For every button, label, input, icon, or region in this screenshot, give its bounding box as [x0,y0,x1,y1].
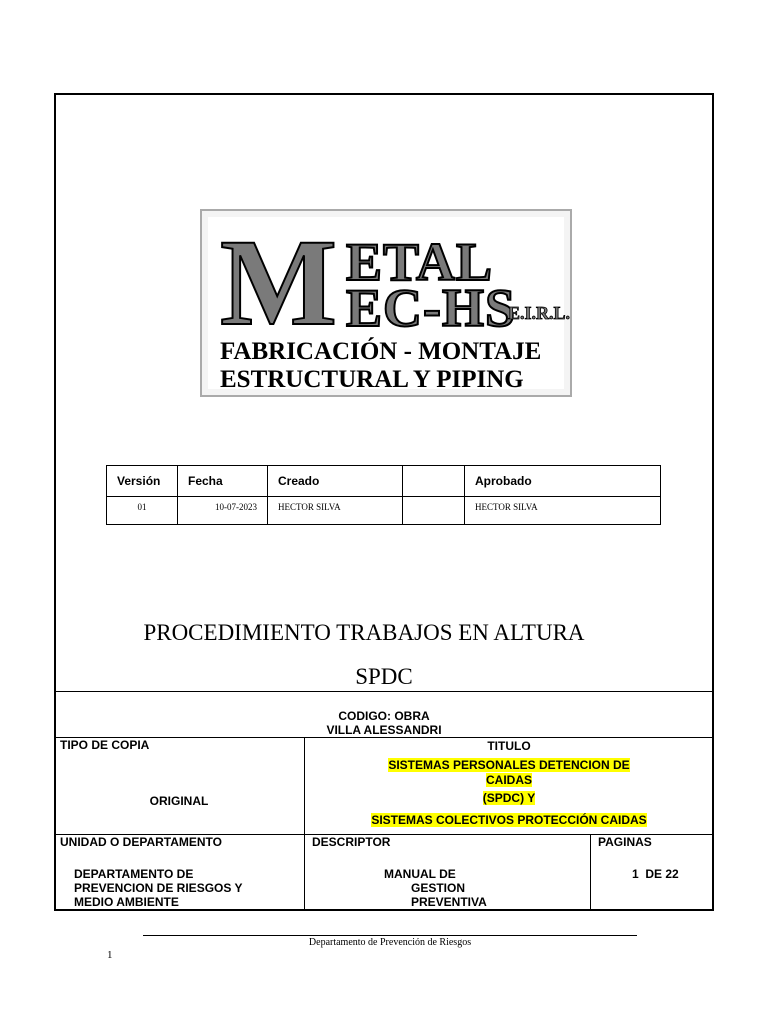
paginas-value: 1 DE 22 [632,867,679,881]
titulo-label: TITULO [487,739,531,753]
tipo-copia-label: TIPO DE COPIA [60,738,150,752]
version-table [106,465,661,525]
codigo-value: VILLA ALESSANDRI [326,723,442,737]
header-fecha: Fecha [178,466,268,497]
logo-word-1: ETAL [346,232,494,292]
descriptor-line-2: GESTION [411,881,466,895]
header-aprobado: Aprobado [465,466,661,497]
footer-department: Departamento de Prevención de Riesgos [308,937,472,948]
logo-big-letter: M [220,214,338,351]
document-subtitle: SPDC [355,664,413,689]
titulo-line-2: CAIDAS [485,773,532,787]
descriptor-line-3: PREVENTIVA [411,895,487,909]
document-title: PROCEDIMIENTO TRABAJOS EN ALTURA [143,620,585,645]
titulo-line-3: (SPDC) Y [482,791,536,805]
unidad-line-2: PREVENCION DE RIESGOS Y [74,881,243,895]
divider [54,691,714,692]
document-info-table [54,691,714,911]
unidad-line-1: DEPARTAMENTO DE [74,867,194,881]
cell-creado: HECTOR SILVA [268,497,403,525]
header-creado: Creado [268,466,403,497]
logo-tagline-1: FABRICACIÓN - MONTAJE [220,338,542,365]
tipo-copia-value: ORIGINAL [149,794,209,808]
unidad-label: UNIDAD O DEPARTAMENTO [60,835,222,849]
paginas-label: PAGINAS [598,835,652,849]
cell-aprobado: HECTOR SILVA [465,497,661,525]
logo-suffix: E.I.R.L. [508,303,571,323]
titulo-line-1: SISTEMAS PERSONALES DETENCION DE [388,758,630,772]
table-row [107,497,661,525]
company-logo [200,209,572,397]
unidad-line-3: MEDIO AMBIENTE [74,895,179,909]
descriptor-line-1: MANUAL DE [384,867,456,881]
logo-word-2: EC-HS [346,278,517,338]
cell-blank [403,497,465,525]
cell-version: 01 [107,497,178,525]
version-table-header [107,466,661,497]
titulo-line-4: SISTEMAS COLECTIVOS PROTECCIÓN CAIDAS [371,813,647,827]
header-version: Versión [107,466,178,497]
codigo-label: CODIGO: OBRA [338,709,430,723]
footer-page-number: 1 [107,949,113,961]
divider [54,737,714,738]
logo-tagline-2: ESTRUCTURAL Y PIPING [220,366,524,393]
header-blank [403,466,465,497]
cell-fecha: 10-07-2023 [178,497,268,525]
footer-rule [143,935,637,936]
descriptor-label: DESCRIPTOR [312,835,391,849]
divider [590,834,591,911]
